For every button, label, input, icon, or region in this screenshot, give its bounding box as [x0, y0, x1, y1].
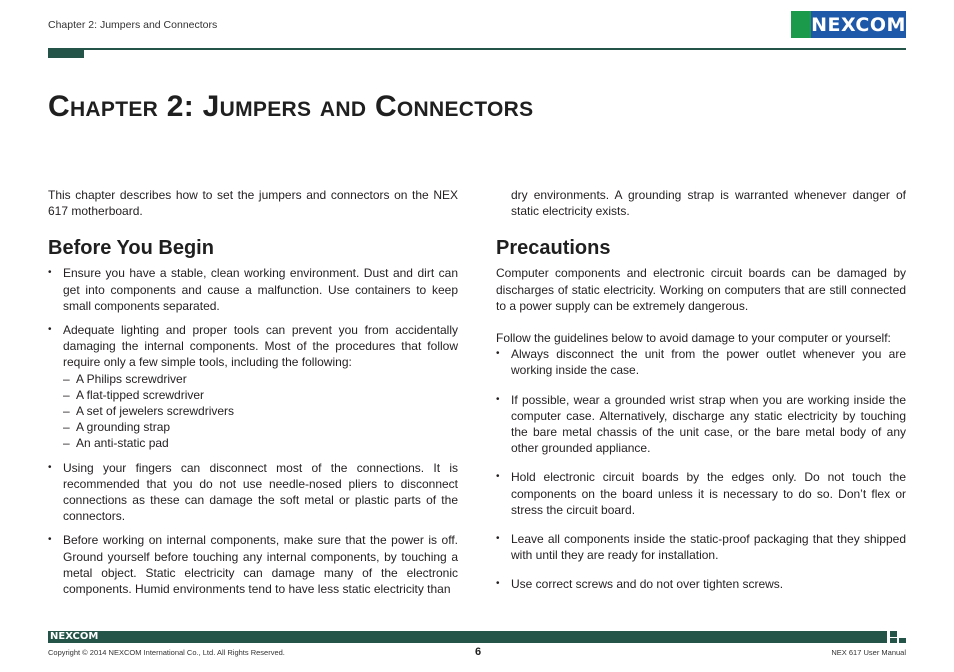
page-number: 6 [474, 646, 482, 658]
tool-item: – A grounding strap [63, 419, 458, 435]
guidelines-intro: Follow the guidelines below to avoid damage to your computer or yourself: [496, 331, 891, 346]
before-you-begin-list [48, 265, 458, 597]
list-item: • Hold electronic circuit boards by the edges only. Do not touch the components on the board unless it is necessary to do so. Don’t flex or stress the circuit board. [496, 469, 906, 518]
header-rule-tab [48, 48, 84, 58]
before-you-begin-heading: Before You Begin [48, 237, 214, 260]
list-item: • Use correct screws and do not over tighten screws. [496, 576, 906, 592]
tool-item: – A flat-tipped screwdriver [63, 387, 458, 403]
logo-wordmark: NEXCOM [811, 11, 906, 38]
list-item: • Always disconnect the unit from the power outlet whenever you are working inside the case. [496, 346, 906, 378]
copyright-text: Copyright © 2014 NEXCOM International Co., Ltd. All Rights Reserved. [48, 648, 285, 657]
footer-square-icon [899, 638, 906, 643]
list-item: • If possible, wear a grounded wrist strap when you are working inside the computer case. Alternatively, discharge any static electricity by touching the bare metal chassis of the unit case, or the bare metal body of any other grounded appliance. [496, 392, 906, 457]
intro-paragraph: This chapter describes how to set the jumpers and connectors on the NEX 617 motherboard. [48, 188, 458, 219]
footer-logo: NEXCOM [50, 631, 99, 642]
footer-square-icon [890, 631, 897, 637]
list-item: • Adequate lighting and proper tools can prevent you from accidentally damaging the internal components. Most of the procedures that follow require only a few simple tools, including the following: – A Philips screwdriver – A flat-tipped screwdriver – A set of jewelers screwdrivers – A grounding strap – An anti-static pad [48, 322, 458, 452]
nexcom-logo [791, 11, 906, 38]
footer-bar [48, 631, 887, 643]
list-item: • Using your fingers can disconnect most of the connections. It is recommended that you do not use needle-nosed pliers to disconnect connections as these can damage the soft metal or plastic parts of the connectors. [48, 460, 458, 525]
precautions-list [496, 346, 906, 592]
list-item: • Before working on internal components, make sure that the power is off. Ground yourself before touching any internal components, by touching a metal object. Static electricity can damage many of the electronic components. Humid environments tend to have less static electricity than [48, 532, 458, 597]
tool-item: – A Philips screwdriver [63, 371, 458, 387]
right-column [496, 187, 906, 593]
continuation-paragraph: dry environments. A grounding strap is warranted whenever danger of static electricity exists. [511, 188, 906, 219]
logo-mark-icon [791, 11, 811, 38]
list-item: • Ensure you have a stable, clean working environment. Dust and dirt can get into components and cause a malfunction. Use containers to keep small components separated. [48, 265, 458, 314]
precautions-heading: Precautions [496, 237, 611, 260]
running-header: Chapter 2: Jumpers and Connectors [48, 19, 218, 31]
tool-item: – An anti-static pad [63, 435, 458, 451]
footer-square-icon [890, 638, 897, 643]
precautions-paragraph: Computer components and electronic circuit boards can be damaged by discharges of static electricity. Working on computers that are still connected to a power supply can be extremely dangerous. [496, 266, 906, 313]
header-rule [48, 48, 906, 50]
left-column [48, 187, 458, 597]
manual-name: NEX 617 User Manual [831, 648, 906, 657]
chapter-title: Chapter 2: Jumpers and Connectors [48, 90, 534, 123]
tools-list [63, 371, 458, 452]
list-item: • Leave all components inside the static-proof packaging that they shipped with until they are ready for installation. [496, 531, 906, 563]
tool-item: – A set of jewelers screwdrivers [63, 403, 458, 419]
